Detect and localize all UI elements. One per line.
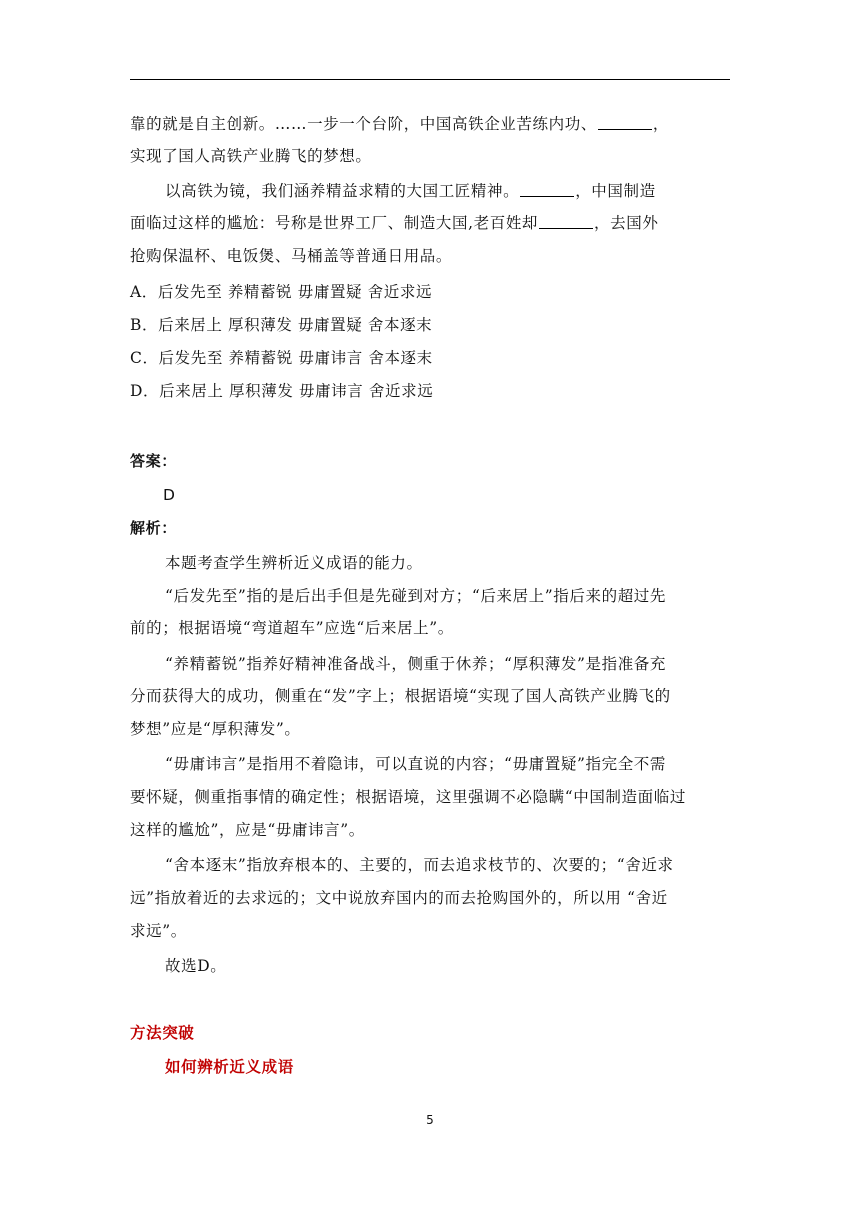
option-c: C．后发先至 养精蓄锐 毋庸讳言 舍本逐末	[130, 349, 433, 367]
option-d: D．后来居上 厚积薄发 毋庸讳言 舍近求远	[130, 382, 434, 400]
fill-blank	[539, 214, 593, 229]
analysis-line: 这样的尴尬”，应是“毋庸讳言”。	[130, 821, 365, 839]
analysis-line: 本题考查学生辨析近义成语的能力。	[165, 554, 423, 572]
analysis-line: 梦想”应是“厚积薄发”。	[130, 720, 301, 738]
passage-line	[130, 212, 658, 234]
passage-text: 靠的就是自主创新。……一步一个台阶，中国高铁企业苦练内功、	[130, 115, 597, 133]
passage-line	[130, 145, 372, 167]
passage-text: 抢购保温杯、电饭煲、马桶盖等普通日用品。	[130, 247, 453, 265]
analysis-label: 解析：	[130, 519, 177, 537]
method-subtitle: 如何辨析近义成语	[165, 1057, 294, 1076]
analysis-line: 前的；根据语境“弯道超车”应选“后来居上”。	[130, 619, 454, 637]
passage-line	[130, 113, 669, 135]
passage-text: 以高铁为镜，我们涵养精益求精的大国工匠精神。	[165, 182, 520, 200]
analysis-line: 分而获得大的成功，侧重在“发”字上；根据语境“实现了国人高铁产业腾飞的	[130, 687, 671, 705]
fill-blank	[598, 115, 652, 130]
header-rule	[130, 79, 730, 80]
passage-line	[130, 245, 452, 267]
fill-blank	[520, 182, 574, 197]
option-b: B．后来居上 厚积薄发 毋庸置疑 舍本逐末	[130, 316, 433, 334]
option-a: A．后发先至 养精蓄锐 毋庸置疑 舍近求远	[130, 283, 433, 301]
page-number: 5	[426, 1113, 434, 1127]
passage-text: ，中国制造	[575, 182, 656, 200]
passage-text: ，	[652, 115, 670, 133]
analysis-line: 远”指放着近的去求远的；文中说放弃国内的而去抢购国外的，所以用 “舍近	[130, 889, 668, 907]
analysis-line: “舍本逐末”指放弃根本的、主要的，而去追求枝节的、次要的；“舍近求	[165, 856, 674, 874]
passage-line	[165, 180, 656, 202]
analysis-line: 求远”。	[130, 922, 187, 940]
answer-value: D	[163, 486, 176, 504]
analysis-line: “毋庸讳言”是指用不着隐讳，可以直说的内容；“毋庸置疑”指完全不需	[165, 755, 666, 773]
analysis-line: 要怀疑，侧重指事情的确定性；根据语境，这里强调不必隐瞒“中国制造面临过	[130, 788, 686, 806]
passage-text: 面临过这样的尴尬：号称是世界工厂、制造大国,老百姓却	[130, 214, 539, 232]
passage-text: ，去国外	[594, 214, 659, 232]
passage-text: 实现了国人高铁产业腾飞的梦想。	[130, 147, 372, 165]
method-title: 方法突破	[130, 1023, 195, 1042]
analysis-line: 故选D。	[165, 957, 227, 975]
answer-label: 答案：	[130, 452, 177, 470]
analysis-line: “养精蓄锐”指养好精神准备战斗，侧重于休养；“厚积薄发”是指准备充	[165, 655, 666, 673]
analysis-line: “后发先至”指的是后出手但是先碰到对方；“后来居上”指后来的超过先	[165, 587, 666, 605]
